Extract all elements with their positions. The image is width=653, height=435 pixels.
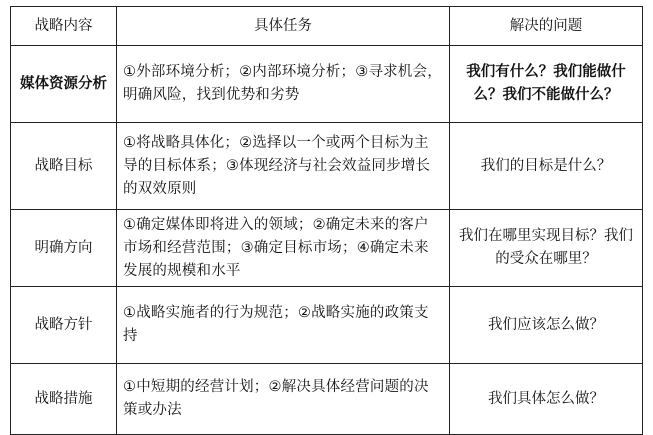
row-issue: 我们具体怎么做？ — [450, 364, 643, 435]
row-strategy-name: 战略方针 — [11, 287, 117, 364]
table-row — [11, 210, 643, 287]
header-problems-solved: 解决的问题 — [450, 7, 643, 46]
row-issue: 我们的目标是什么？ — [450, 123, 643, 210]
row-strategy-name: 战略措施 — [11, 364, 117, 435]
strategy-table — [10, 6, 643, 435]
row-task: ①外部环境分析；②内部环境分析；③寻求机会，明确风险，找到优势和劣势 — [117, 46, 450, 123]
header-specific-tasks: 具体任务 — [117, 7, 450, 46]
row-task: ①中短期的经营计划；②解决具体经营问题的决策或办法 — [117, 364, 450, 435]
strategy-table-container — [10, 6, 643, 435]
table-header-row — [11, 7, 643, 46]
row-issue: 我们在哪里实现目标？我们的受众在哪里？ — [450, 210, 643, 287]
table-row — [11, 287, 643, 364]
row-strategy-name: 战略目标 — [11, 123, 117, 210]
row-issue: 我们有什么？我们能做什么？我们不能做什么？ — [450, 46, 643, 123]
header-strategy-content: 战略内容 — [11, 7, 117, 46]
table-row — [11, 46, 643, 123]
row-issue: 我们应该怎么做？ — [450, 287, 643, 364]
row-task: ①确定媒体即将进入的领域；②确定未来的客户市场和经营范围；③确定目标市场；④确定未来发展的规模和水平 — [117, 210, 450, 287]
row-strategy-name: 明确方向 — [11, 210, 117, 287]
table-row — [11, 123, 643, 210]
row-task: ①将战略具体化；②选择以一个或两个目标为主导的目标体系；③体现经济与社会效益同步增长的双效原则 — [117, 123, 450, 210]
row-strategy-name: 媒体资源分析 — [11, 46, 117, 123]
row-task: ①战略实施者的行为规范；②战略实施的政策支持 — [117, 287, 450, 364]
table-row — [11, 364, 643, 435]
